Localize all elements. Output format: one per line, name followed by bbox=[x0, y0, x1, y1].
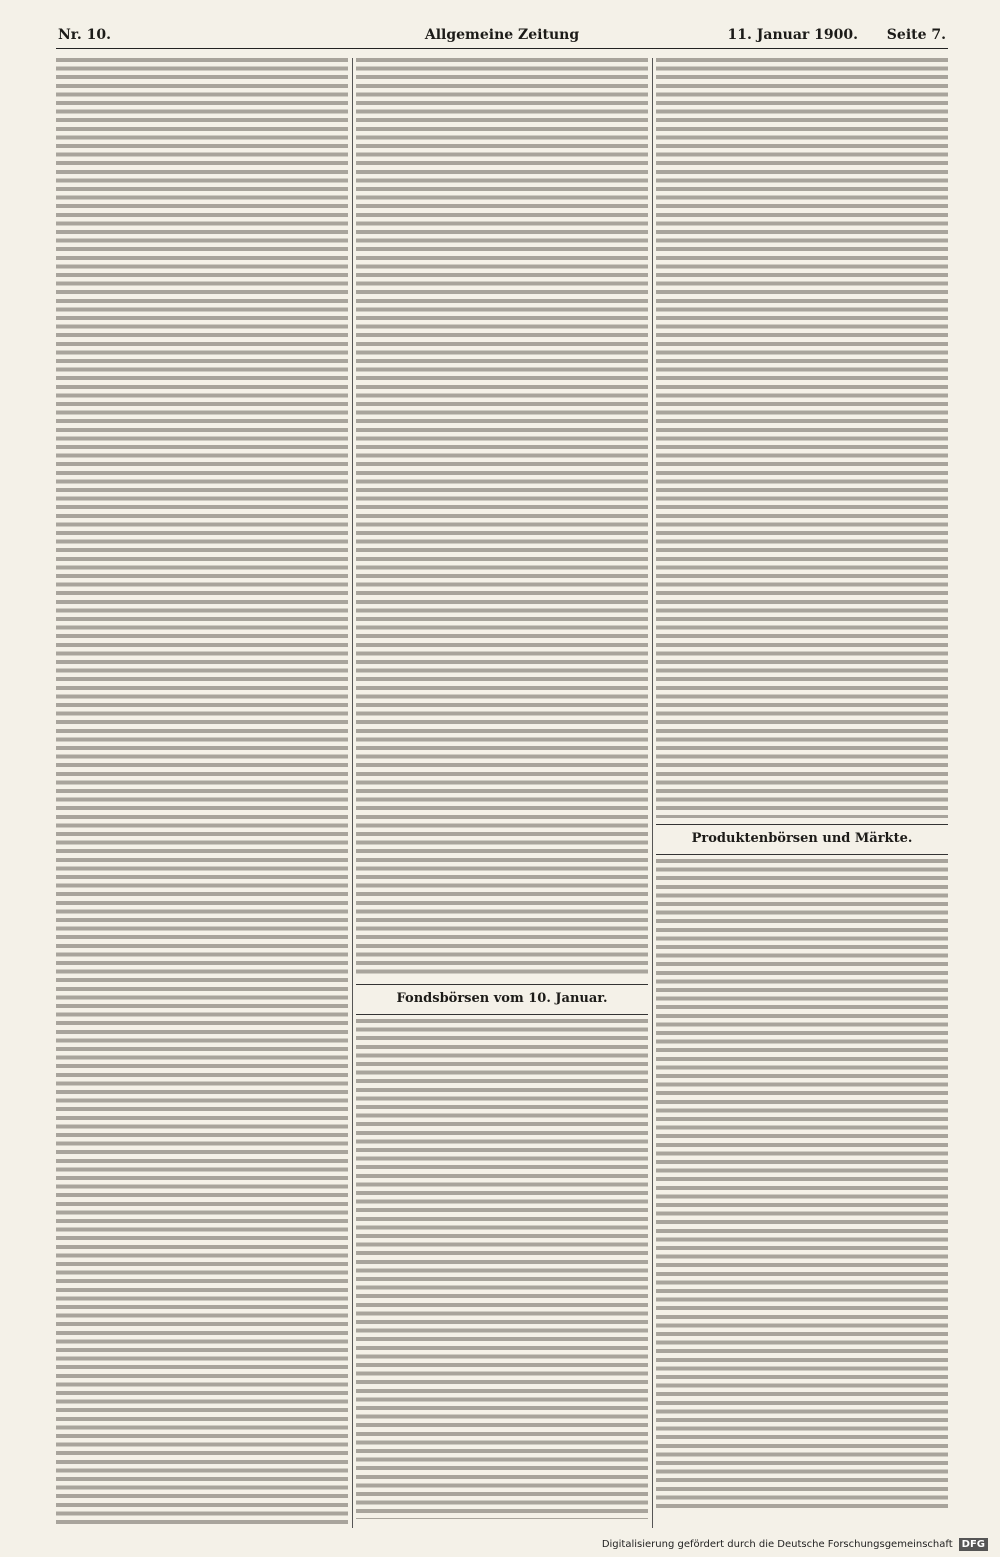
page-header bbox=[56, 22, 948, 49]
column-3 bbox=[656, 58, 948, 1528]
issue-number: Nr. 10. bbox=[58, 27, 111, 43]
column-rule bbox=[352, 58, 353, 1528]
column-rule bbox=[652, 58, 653, 1528]
section-heading: Produktenbörsen und Märkte. bbox=[656, 824, 948, 855]
stock-quotes bbox=[656, 58, 948, 818]
column-2 bbox=[356, 58, 648, 1528]
column-1 bbox=[56, 58, 348, 1528]
section-heading: Fondsbörsen vom 10. Januar. bbox=[356, 984, 648, 1015]
article-text bbox=[356, 58, 648, 978]
article-text bbox=[356, 1019, 648, 1519]
credit-text: Digitalisierung gefördert durch die Deutsche Forschungsgemeinschaft bbox=[601, 1539, 953, 1550]
newspaper-title: Allgemeine Zeitung bbox=[424, 27, 580, 43]
market-reports bbox=[656, 859, 948, 1509]
page-number: Seite 7. bbox=[886, 27, 946, 43]
issue-date: 11. Januar 1900. bbox=[727, 27, 858, 43]
article-text bbox=[56, 58, 348, 1524]
digitization-credit bbox=[602, 1538, 988, 1551]
dfg-logo-icon: DFG bbox=[959, 1538, 988, 1551]
newspaper-page bbox=[56, 22, 948, 1530]
